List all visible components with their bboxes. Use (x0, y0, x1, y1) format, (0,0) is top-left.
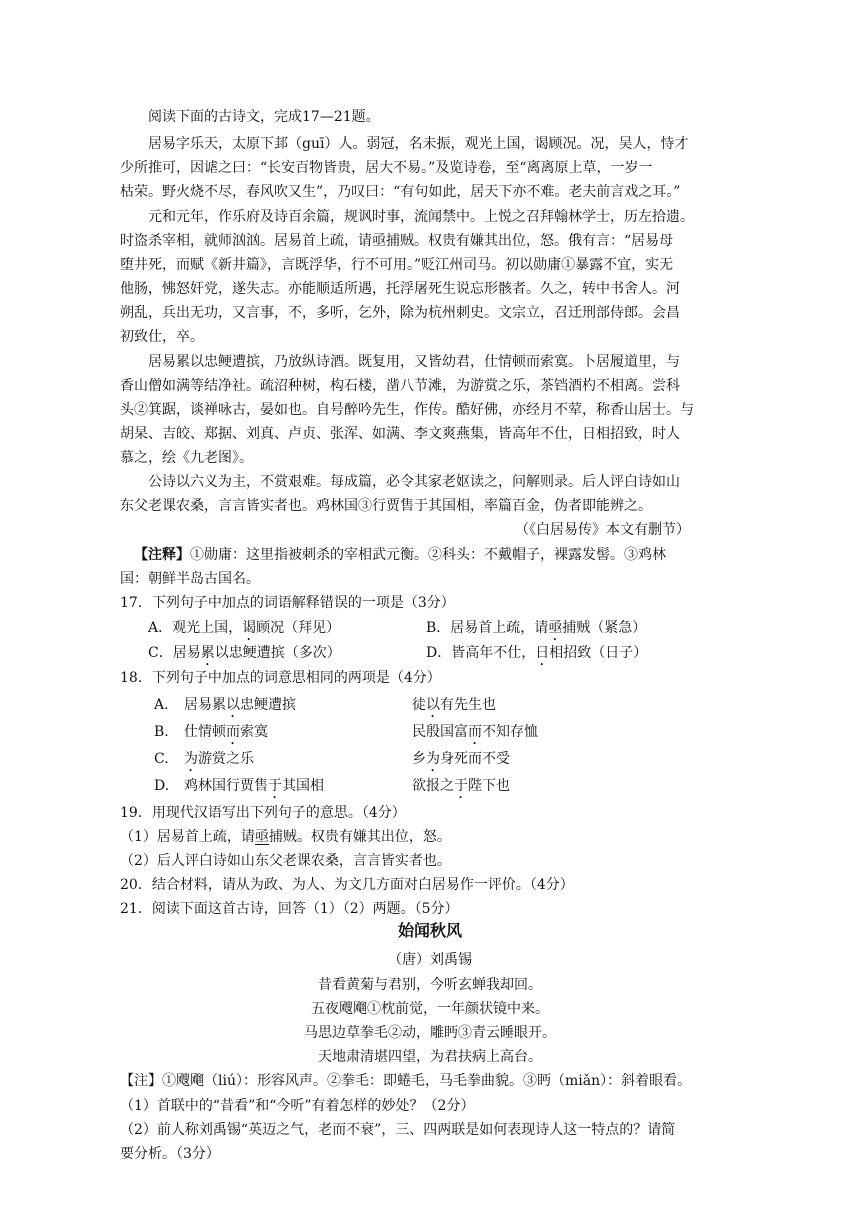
q18-option-left: 鸡林国行贾售于其国相 (184, 778, 324, 794)
q18-option-label: A. (154, 697, 169, 713)
poem-title: 始闻秋风 (397, 921, 462, 940)
poem-line: 马思边草拳毛②动，雕眄③青云睡眼开。 (304, 1025, 556, 1041)
annotation-text: ①勋庸：这里指被刺杀的宰相武元衡。②科头：不戴帽子，裸露发髻。③鸡林 (190, 547, 666, 563)
poem-line: 五夜飕飗①枕前觉，一年颜状镜中来。 (311, 1001, 549, 1017)
passage-line: 公诗以六义为主，不赏艰难。每成篇，必令其家老妪读之，问解则录。后人评白诗如山 (148, 474, 680, 490)
question-21-stem: 21．阅读下面这首古诗，回答（1）（2）两题。（5分） (120, 901, 459, 917)
q18-option-right: 民殷国富而不知存恤 (412, 724, 538, 740)
q18-option-right: 乡为身死而不受 (412, 751, 510, 767)
q18-option-left: 居易累以忠鲠遭摈 (184, 697, 296, 713)
q18-option-label: B. (154, 724, 169, 740)
q17-option-d: D．皆高年不仕，日相招致（日子） (426, 645, 648, 661)
intro-instruction: 阅读下面的古诗文，完成17—21题。 (148, 109, 380, 125)
passage-line: 时盗杀宰相，就师汹汹。居易首上疏，请亟捕贼。权贵有嫌其出位，怒。俄有言：“居易母 (120, 233, 674, 249)
passage-line: 居易字乐天，太原下邽（guī）人。弱冠，名未振，观光上国，谒顾况。况，吴人，恃才 (148, 136, 689, 152)
passage-line: 元和元年，作乐府及诗百余篇，规讽时事，流闻禁中。上悦之召拜翰林学士，历左拾遗。 (148, 209, 694, 225)
passage-line: 少所推可，因谑之曰：“长安百物皆贵，居大不易。”及览诗卷，至“离离原上草，一岁一 (120, 160, 653, 176)
q18-option-label: C. (154, 751, 169, 767)
passage-line: 朔乱，兵出无功，又言事，不，多听，乞外，除为杭州刺史。文宗立，召迁刑部侍郎。会昌 (120, 305, 680, 321)
q17-option-a: A．观光上国，谒顾况（拜见） (148, 620, 341, 636)
passage-line: 居易累以忠鲠遭摈，乃放纵诗酒。既复用，又皆幼君，仕情顿而索寞。卜居履道里，与 (148, 354, 680, 370)
poem-line: 天地肃清堪四望，为君扶病上高台。 (318, 1049, 542, 1065)
q19-sentence-2: （2）后人评白诗如山东父老课农桑，言言皆实者也。 (120, 853, 451, 869)
q18-option-right: 徒以有先生也 (412, 697, 496, 713)
passage-source: （《白居易传》本文有删节） (515, 522, 690, 538)
poem-author: （唐）刘禹锡 (388, 952, 472, 968)
annotation (134, 545, 666, 565)
passage-line: 堕井死，而赋《新井篇》，言既浮华，行不可用。”贬江州司马。初以勋庸①暴露不宜，实无 (120, 257, 674, 273)
poem-line: 昔看黄菊与君别，今听玄蝉我却回。 (318, 977, 542, 993)
q18-option-right: 欲报之于陛下也 (412, 778, 510, 794)
passage-line: 香山僧如满等结净社。疏沼种树，构石楼，凿八节滩，为游赏之乐，茶铛酒杓不相离。尝科 (120, 378, 680, 394)
passage-line: 慕之，绘《九老图》。 (120, 450, 253, 466)
passage-line: 胡杲、吉皎、郑据、刘真、卢贞、张浑、如满、李文爽燕集，皆高年不仕，日相招致，时人 (120, 426, 680, 442)
question-19-stem: 19．用现代汉语写出下列句子的意思。（4分） (120, 805, 406, 821)
q18-option-left: 为游赏之乐 (184, 751, 254, 767)
annotation-text: 国：朝鲜半岛古国名。 (120, 571, 260, 587)
poem-question-2: （2）前人称刘禹锡“英迈之气，老而不衰”，三、四两联是如何表现诗人这一特点的？请简 (120, 1122, 676, 1138)
passage-line: 初致仕，卒。 (120, 329, 204, 345)
q18-option-left: 仕情顿而索寞 (184, 724, 268, 740)
passage-line: 他肠，怫怒奸党，遂失志。亦能顺适所遇，托浮屠死生说忘形骸者。久之，转中书舍人。河 (120, 281, 680, 297)
q17-option-b: B．居易首上疏，请亟捕贼（紧急） (426, 620, 647, 636)
poem-note: 【注】①飕飗（liú）：形容风声。②拳毛：即蜷毛，马毛拳曲貌。③眄（miǎn）：斜着眼看。 (120, 1073, 692, 1089)
poem-question-2-cont: 要分析。（3分） (120, 1146, 220, 1162)
q17-option-c: C．居易累以忠鲠遭摈（多次） (148, 645, 341, 661)
passage-line: 枯荣。野火烧不尽，春风吹又生”，乃叹曰：“有句如此，居天下亦不难。老夫前言戏之耳。” (120, 184, 681, 200)
passage-line: 头②箕踞，谈禅咏古，晏如也。自号醉吟先生，作传。酷好佛，亦经月不荤，称香山居士。与 (120, 402, 694, 418)
q18-option-label: D. (154, 778, 170, 794)
passage-line: 东父老课农桑，言言皆实者也。鸡林国③行贾售于其国相，率篇百金，伪者即能辨之。 (120, 498, 652, 514)
annotation-label: 【注释】 (134, 547, 190, 563)
question-17-stem: 17．下列句子中加点的词语解释错误的一项是（3分） (120, 595, 455, 611)
question-20: 20．结合材料，请从为政、为人、为文几方面对白居易作一评价。（4分） (120, 877, 574, 893)
q19-sentence-1: （1）居易首上疏，请亟捕贼。权贵有嫌其出位，怒。 (120, 829, 451, 845)
question-18-stem: 18．下列句子中加点的词意思相同的两项是（4分） (120, 670, 441, 686)
poem-question-1: （1）首联中的“昔看”和“今听”有着怎样的妙处？（2分） (120, 1098, 475, 1114)
